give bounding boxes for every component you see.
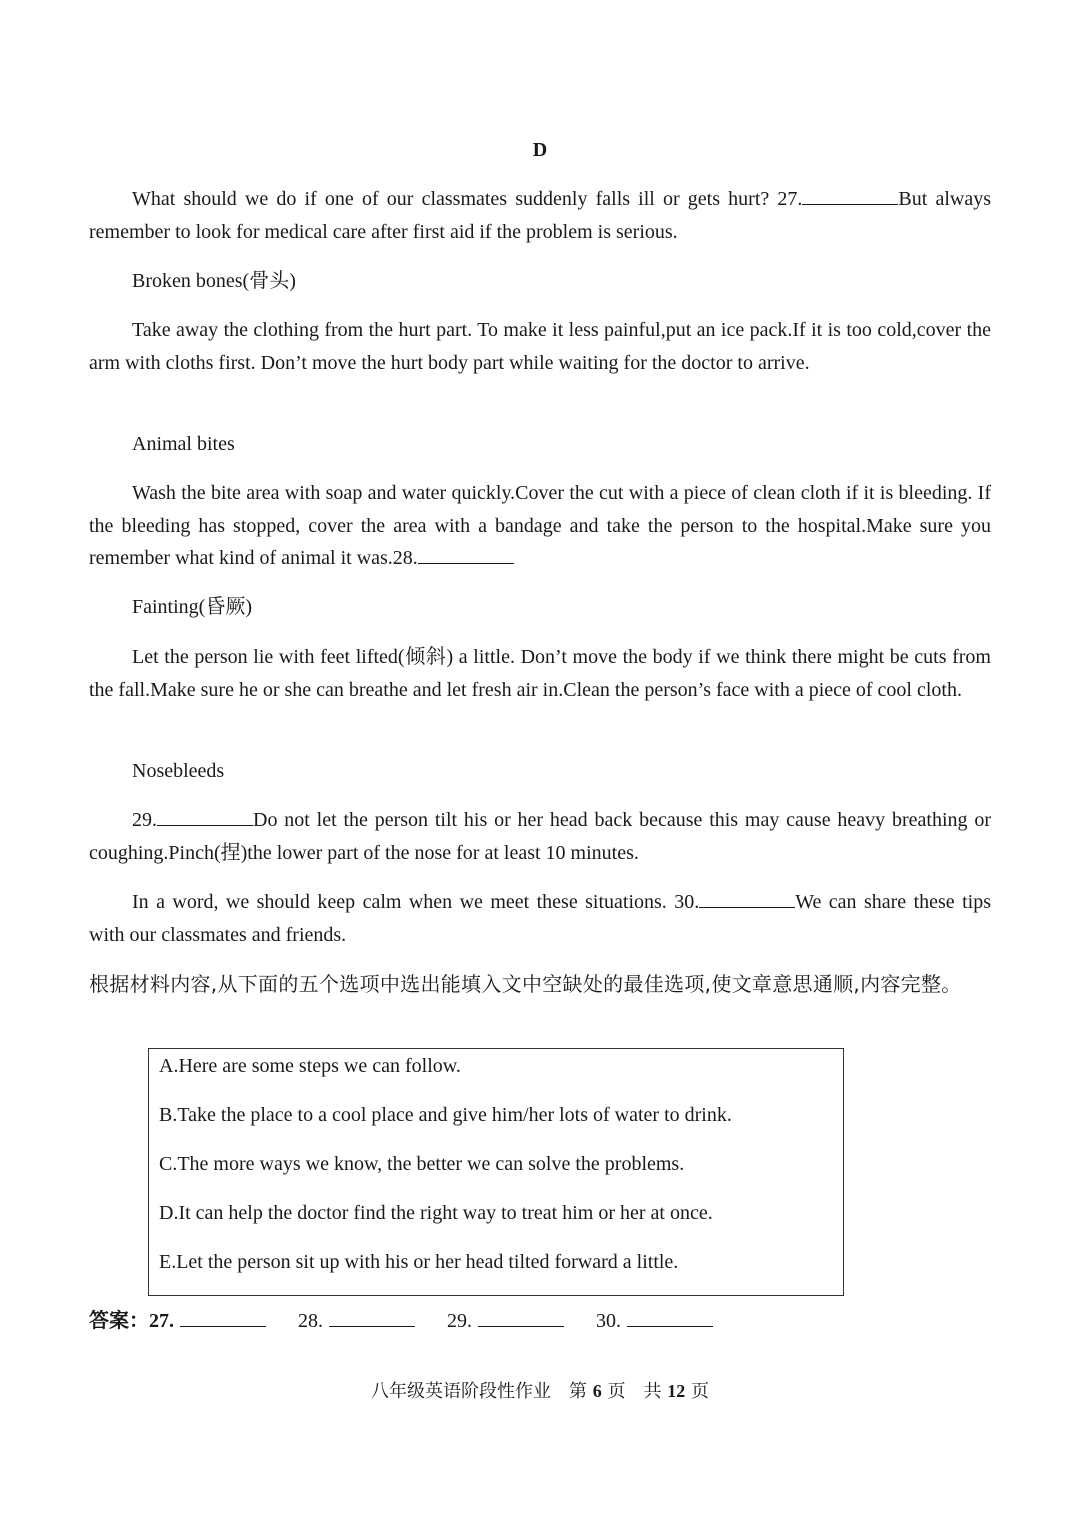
broken-bones-paragraph: Take away the clothing from the hurt part. To make it less painful,put an ice pack.If it is too cold,cover the arm with cloths first. Don’t move the hurt body part while waiting for the doctor to arrive. — [89, 319, 991, 374]
answer-28-blank[interactable] — [329, 1308, 415, 1327]
nosebleeds-paragraph — [89, 804, 991, 869]
answer-27-label: 27. — [149, 1310, 174, 1332]
animal-bites-paragraph — [89, 477, 991, 575]
blank-30[interactable] — [699, 889, 795, 908]
option-b: B.Take the place to a cool place and give him/her lots of water to drink. — [159, 1104, 732, 1126]
intro-text-a: What should we do if one of our classmates suddenly falls ill or gets hurt? 27. — [132, 188, 803, 210]
footer-text-b: 页 共 — [607, 1381, 662, 1402]
blank-28[interactable] — [418, 545, 514, 564]
nosebleeds-number: 29. — [132, 809, 157, 831]
footer-text-a: 八年级英语阶段性作业 第 — [371, 1381, 588, 1402]
option-c: C.The more ways we know, the better we can solve the problems. — [159, 1153, 685, 1175]
blank-29[interactable] — [157, 807, 253, 826]
conclusion-text-a: In a word, we should keep calm when we meet these situations. 30. — [132, 891, 700, 913]
blank-27[interactable] — [802, 186, 898, 205]
option-e: E.Let the person sit up with his or her head tilted forward a little. — [159, 1251, 679, 1273]
instruction-text: 根据材料内容,从下面的五个选项中选出能填入文中空缺处的最佳选项,使文章意思通顺,内容完整。 — [89, 972, 962, 996]
conclusion-text-b: We can share these tips with our classmates and friends. — [89, 891, 992, 946]
nosebleeds-text: Do not let the person tilt his or her head back because this may cause heavy breathing or coughing.Pinch(捏)the lower part of the nose for at least 10 minutes. — [89, 809, 991, 864]
intro-text-b: But always remember to look for medical care after first aid if the problem is serious. — [89, 188, 992, 243]
heading-nosebleeds: Nosebleeds — [132, 760, 225, 782]
footer-text-c: 页 — [690, 1381, 709, 1402]
heading-fainting: Fainting(昏厥) — [132, 596, 252, 618]
page-footer — [0, 1378, 1080, 1405]
intro-paragraph — [89, 183, 991, 248]
answer-30-blank[interactable] — [627, 1308, 713, 1327]
fainting-paragraph: Let the person lie with feet lifted(倾斜) a little. Don’t move the body if we think there might be cuts from the fall.Make sure he or she can breathe and let fresh air in.Clean the person’s face with a piece of cool cloth. — [89, 646, 991, 701]
answer-27-blank[interactable] — [180, 1308, 266, 1327]
footer-total-pages: 12 — [667, 1381, 686, 1401]
answer-29-label: 29. — [447, 1310, 472, 1332]
answer-label: 答案： — [89, 1308, 149, 1332]
option-a: A.Here are some steps we can follow. — [159, 1055, 461, 1077]
answer-line — [89, 1304, 713, 1337]
options-box — [148, 1048, 844, 1296]
conclusion-paragraph — [89, 886, 991, 951]
footer-page-number: 6 — [592, 1381, 602, 1401]
animal-bites-text: Wash the bite area with soap and water quickly.Cover the cut with a piece of clean cloth if it is bleeding. If the bleeding has stopped, cover the area with a bandage and take the person to the hospital.Make sure you remember what kind of animal it was.28. — [89, 482, 991, 569]
option-d: D.It can help the doctor find the right way to treat him or her at once. — [159, 1202, 713, 1224]
heading-broken-bones: Broken bones(骨头) — [132, 270, 296, 292]
heading-animal-bites: Animal bites — [132, 433, 235, 455]
answer-28-label: 28. — [298, 1310, 323, 1332]
section-title: D — [532, 139, 548, 161]
answer-29-blank[interactable] — [478, 1308, 564, 1327]
answer-30-label: 30. — [596, 1310, 621, 1332]
